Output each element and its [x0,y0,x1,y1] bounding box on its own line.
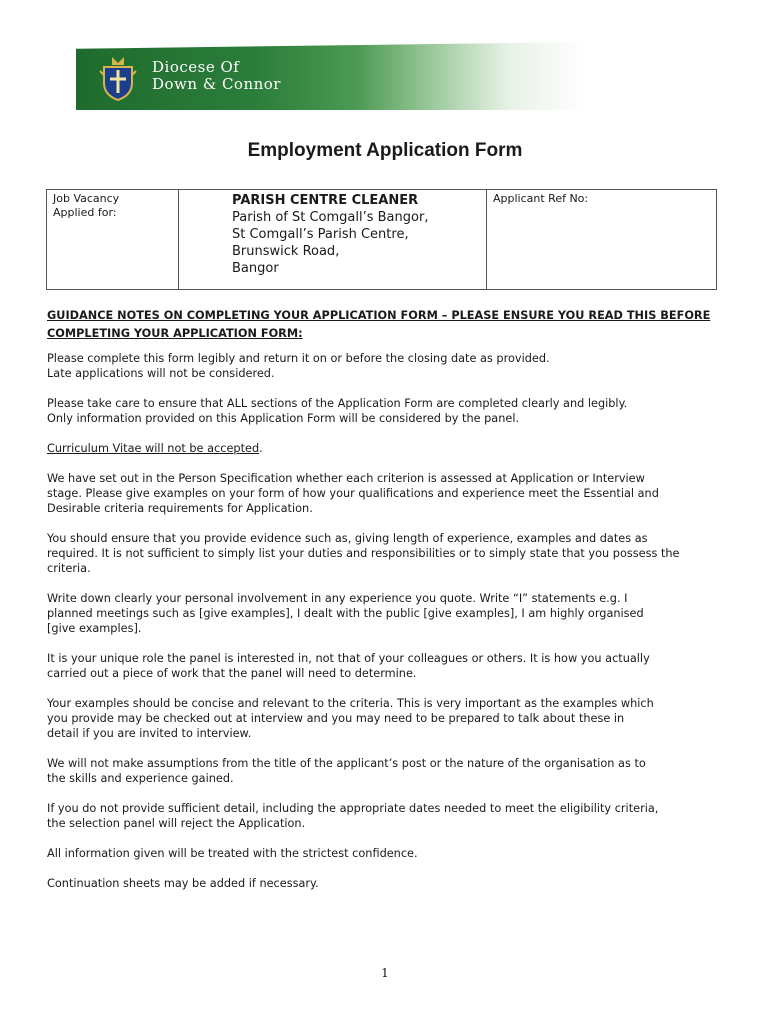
paragraph-line: Please complete this form legibly and return it on or before the closing date as provided. [47,352,550,365]
guidance-paragraph [47,696,727,741]
brand-line-2: Down & Connor [152,75,281,93]
address-line-2: St Comgall’s Parish Centre, [232,227,409,242]
diocese-brand [152,59,281,93]
paragraph-line: Please take care to ensure that ALL sections of the Application Form are completed clearly and legibly. [47,397,628,410]
guidance-paragraph [47,651,727,681]
paragraph-line: the skills and experience gained. [47,772,234,785]
paragraph-line: Only information provided on this Application Form will be considered by the panel. [47,412,520,425]
paragraph-line: [give examples]. [47,622,142,635]
vacancy-table [46,189,717,290]
guidance-heading-line-2: COMPLETING YOUR APPLICATION FORM: [47,327,303,340]
cv-not-accepted-text: Curriculum Vitae will not be accepted [47,442,260,455]
guidance-paragraph [47,531,727,576]
guidance-paragraph [47,591,727,636]
vacancy-label-line-2: Applied for: [53,206,117,219]
guidance-paragraph [47,441,727,456]
paragraph-line: the selection panel will reject the Application. [47,817,306,830]
job-title: PARISH CENTRE CLEANER [232,193,419,208]
applicant-ref-label: Applicant Ref No: [493,192,589,205]
paragraph-line: Write down clearly your personal involvement in any experience you quote. Write “I” statements e.g. I [47,592,628,605]
guidance-heading [47,307,727,343]
paragraph-line: required. It is not sufficient to simply list your duties and responsibilities or to simply state that you possess the [47,547,680,560]
cv-not-accepted-period: . [259,442,263,455]
paragraph-line: Late applications will not be considered. [47,367,275,380]
paragraph-line: We have set out in the Person Specification whether each criterion is assessed at Application or Interview [47,472,645,485]
page-title: Employment Application Form [247,140,523,161]
brand-line-1: Diocese Of [152,58,240,76]
applicant-ref-cell[interactable] [487,190,716,289]
paragraph-line: carried out a piece of work that the panel will need to determine. [47,667,417,680]
paragraph-line: you provide may be checked out at interview and you may need to be prepared to talk about these in [47,712,625,725]
guidance-paragraph [47,756,727,786]
guidance-paragraph [47,351,727,381]
paragraph-line: You should ensure that you provide evidence such as, giving length of experience, examples and dates as [47,532,648,545]
address-line-3: Brunswick Road, [232,244,340,259]
vacancy-details-cell [179,190,487,289]
paragraph-line: Your examples should be concise and relevant to the criteria. This is very important as the examples which [47,697,654,710]
guidance-paragraph [47,876,727,891]
guidance-paragraph [47,471,727,516]
paragraph-line: It is your unique role the panel is interested in, not that of your colleagues or others. It is how you actually [47,652,650,665]
paragraph-line: Desirable criteria requirements for Application. [47,502,313,515]
guidance-paragraph [47,846,727,861]
paragraph-line: detail if you are invited to interview. [47,727,252,740]
guidance-notes [47,307,727,906]
guidance-paragraph [47,396,727,426]
paragraph-line: stage. Please give examples on your form of how your qualifications and experience meet the Essential and [47,487,659,500]
vacancy-label-cell [47,190,179,289]
paragraph-line: Continuation sheets may be added if necessary. [47,877,319,890]
paragraph-line: All information given will be treated with the strictest confidence. [47,847,418,860]
paragraph-line: planned meetings such as [give examples], I dealt with the public [give examples], I am highly organised [47,607,644,620]
paragraph-line: criteria. [47,562,91,575]
page-number: 1 [381,966,389,980]
address-line-1: Parish of St Comgall’s Bangor, [232,210,429,225]
diocese-crest-icon [98,53,138,101]
vacancy-label-line-1: Job Vacancy [53,192,120,205]
guidance-paragraph [47,801,727,831]
guidance-heading-line-1: GUIDANCE NOTES ON COMPLETING YOUR APPLICATION FORM – PLEASE ENSURE YOU READ THIS BEFORE [47,309,711,322]
address-line-4: Bangor [232,261,279,276]
paragraph-line: We will not make assumptions from the title of the applicant’s post or the nature of the organisation as to [47,757,646,770]
paragraph-line: If you do not provide sufficient detail, including the appropriate dates needed to meet the eligibility criteria, [47,802,659,815]
